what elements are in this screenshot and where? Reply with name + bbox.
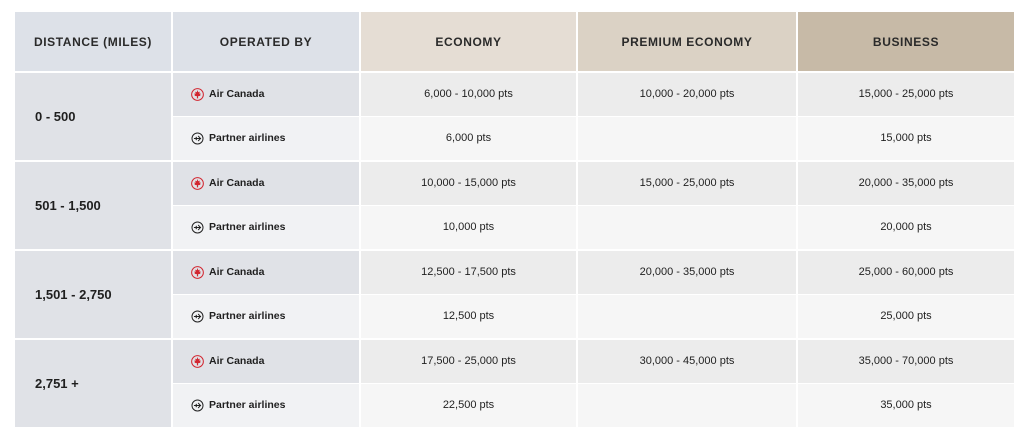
header-economy: ECONOMY: [361, 12, 576, 71]
operator-label: Partner airlines: [209, 221, 286, 234]
price-business: 15,000 - 25,000 pts: [798, 71, 1014, 116]
operator-label: Partner airlines: [209, 310, 286, 323]
header-distance: DISTANCE (MILES): [15, 12, 171, 71]
operator-label: Air Canada: [209, 177, 265, 190]
price-economy: 10,000 pts: [361, 205, 576, 250]
price-business: 15,000 pts: [798, 116, 1014, 161]
price-premium-economy: 10,000 - 20,000 pts: [578, 71, 796, 116]
price-premium-economy: 15,000 - 25,000 pts: [578, 160, 796, 205]
operator-label: Air Canada: [209, 355, 265, 368]
price-premium-economy: [578, 294, 796, 339]
price-premium-economy: [578, 116, 796, 161]
price-business: 20,000 pts: [798, 205, 1014, 250]
header-operated-by: OPERATED BY: [173, 12, 359, 71]
award-chart-table: [15, 12, 1006, 427]
operator-partner: [173, 116, 359, 161]
price-economy: 12,500 - 17,500 pts: [361, 249, 576, 294]
distance-band: 1,501 - 2,750: [15, 249, 171, 338]
operator-partner: [173, 383, 359, 428]
price-premium-economy: [578, 205, 796, 250]
header-business: BUSINESS: [798, 12, 1014, 71]
price-business: 25,000 - 60,000 pts: [798, 249, 1014, 294]
operator-air-canada: [173, 338, 359, 383]
price-premium-economy: 20,000 - 35,000 pts: [578, 249, 796, 294]
price-premium-economy: 30,000 - 45,000 pts: [578, 338, 796, 383]
price-economy: 6,000 - 10,000 pts: [361, 71, 576, 116]
operator-label: Partner airlines: [209, 399, 286, 412]
operator-label: Air Canada: [209, 88, 265, 101]
maple-leaf-icon: [191, 177, 204, 190]
price-business: 35,000 pts: [798, 383, 1014, 428]
distance-band: 2,751 +: [15, 338, 171, 427]
plane-circle-icon: [191, 221, 204, 234]
price-business: 25,000 pts: [798, 294, 1014, 339]
operator-partner: [173, 294, 359, 339]
plane-circle-icon: [191, 310, 204, 323]
price-premium-economy: [578, 383, 796, 428]
plane-circle-icon: [191, 132, 204, 145]
price-economy: 12,500 pts: [361, 294, 576, 339]
operator-label: Air Canada: [209, 266, 265, 279]
maple-leaf-icon: [191, 266, 204, 279]
operator-air-canada: [173, 249, 359, 294]
price-economy: 10,000 - 15,000 pts: [361, 160, 576, 205]
price-economy: 17,500 - 25,000 pts: [361, 338, 576, 383]
maple-leaf-icon: [191, 355, 204, 368]
distance-band: 0 - 500: [15, 71, 171, 160]
operator-partner: [173, 205, 359, 250]
header-premium-economy: PREMIUM ECONOMY: [578, 12, 796, 71]
price-business: 20,000 - 35,000 pts: [798, 160, 1014, 205]
operator-label: Partner airlines: [209, 132, 286, 145]
maple-leaf-icon: [191, 88, 204, 101]
plane-circle-icon: [191, 399, 204, 412]
operator-air-canada: [173, 160, 359, 205]
distance-band: 501 - 1,500: [15, 160, 171, 249]
price-economy: 22,500 pts: [361, 383, 576, 428]
operator-air-canada: [173, 71, 359, 116]
price-business: 35,000 - 70,000 pts: [798, 338, 1014, 383]
price-economy: 6,000 pts: [361, 116, 576, 161]
